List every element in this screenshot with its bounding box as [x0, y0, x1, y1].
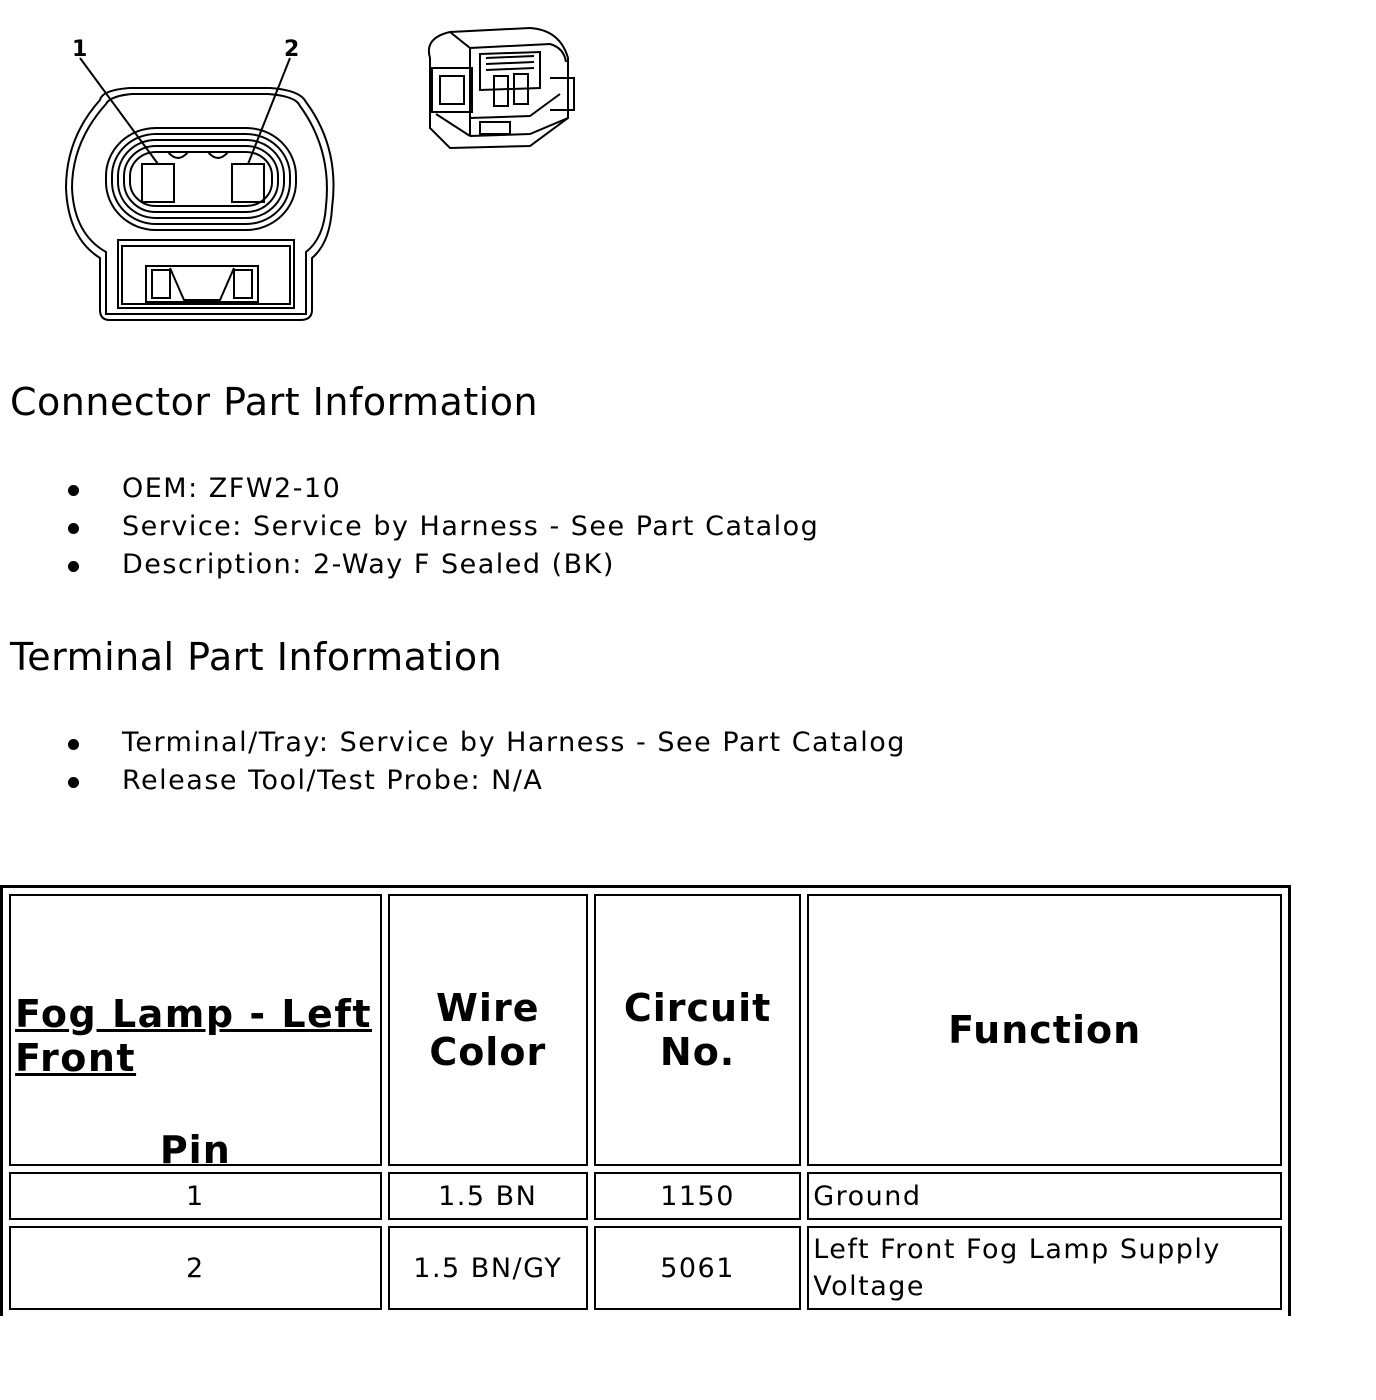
- pin-cell: 1: [9, 1172, 382, 1220]
- wire-color-header: Wire Color: [388, 894, 588, 1166]
- terminal-part-info-heading: Terminal Part Information: [10, 635, 503, 679]
- connector-name-link[interactable]: Fog Lamp - Left Front: [15, 992, 373, 1080]
- function-cell: Left Front Fog Lamp Supply Voltage: [807, 1226, 1282, 1310]
- table-row: [9, 1172, 1282, 1220]
- table-header-row: [9, 894, 1282, 1166]
- connector-isometric-drawing: [410, 18, 590, 158]
- connector-part-info-list: [60, 470, 819, 584]
- table-row: [9, 1226, 1282, 1310]
- connector-part-info-heading: Connector Part Information: [10, 380, 539, 424]
- pin-header: Pin: [159, 1128, 231, 1172]
- circuit-cell: 5061: [594, 1226, 801, 1310]
- function-header: Function: [807, 894, 1282, 1166]
- callout-2: 2: [284, 37, 300, 62]
- circuit-number-header: Circuit No.: [594, 894, 801, 1166]
- list-item: Terminal/Tray: Service by Harness - See Part Catalog: [60, 724, 906, 762]
- wire-color-cell: 1.5 BN/GY: [388, 1226, 588, 1310]
- list-item: OEM: ZFW2-10: [60, 470, 819, 508]
- function-cell: Ground: [807, 1172, 1282, 1220]
- pin-cell: 2: [9, 1226, 382, 1310]
- pin-header-cell: [9, 894, 382, 1172]
- list-item: Description: 2-Way F Sealed (BK): [60, 546, 819, 584]
- callout-1: 1: [72, 37, 88, 62]
- wire-color-cell: 1.5 BN: [388, 1172, 588, 1220]
- list-item: Release Tool/Test Probe: N/A: [60, 762, 906, 800]
- list-item: Service: Service by Harness - See Part Catalog: [60, 508, 819, 546]
- connector-face-view-drawing: [50, 28, 350, 328]
- connector-illustration: [0, 0, 620, 340]
- circuit-cell: 1150: [594, 1172, 801, 1220]
- pin-assignment-table: [0, 885, 1291, 1316]
- terminal-part-info-list: [60, 724, 906, 800]
